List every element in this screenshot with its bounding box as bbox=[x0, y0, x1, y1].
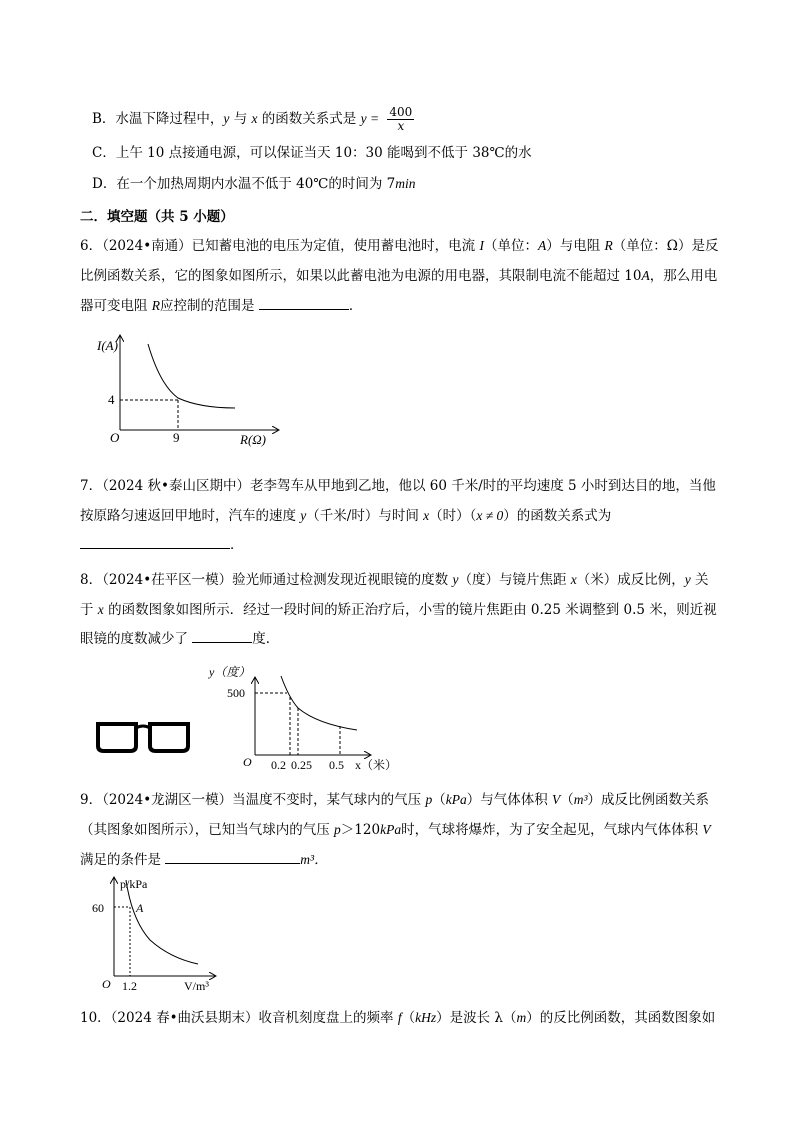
x-tick-label: 0.2 bbox=[271, 758, 286, 772]
q9-text: 9．（2024•龙湖区一模）当温度不变时，某气球内的气压 bbox=[80, 792, 426, 808]
answer-blank-q8[interactable] bbox=[192, 628, 252, 643]
var-p: p bbox=[425, 792, 433, 807]
option-d-text: D．在一个加热周期内水温不低于 40℃的时间为 7 bbox=[92, 176, 396, 192]
origin-label: O bbox=[110, 430, 120, 445]
condition: x ≠ 0 bbox=[476, 508, 504, 523]
unit-kpa: kPa bbox=[445, 792, 467, 807]
q9-text: （ bbox=[432, 792, 446, 808]
var-v: V bbox=[552, 792, 561, 807]
fraction-denominator: x bbox=[397, 119, 405, 133]
option-b-mid: 与 bbox=[229, 111, 252, 127]
q9-text: （ bbox=[560, 792, 574, 808]
var-y: y bbox=[300, 508, 307, 523]
x-tick-label: 0.25 bbox=[291, 758, 312, 772]
point-a-label: A bbox=[136, 901, 144, 915]
question-8 bbox=[80, 565, 720, 654]
answer-blank-q9[interactable] bbox=[165, 849, 300, 864]
unit-m3: m³ bbox=[573, 792, 588, 807]
var-r: R bbox=[604, 238, 613, 253]
q10-text: ）的反比例函数，其函数图象如 bbox=[526, 1010, 716, 1026]
origin-label: O bbox=[102, 977, 111, 991]
var-x: x bbox=[97, 602, 104, 617]
var-x: x bbox=[251, 111, 258, 126]
var-y: y bbox=[223, 111, 230, 126]
q6-text: ，那么用电器可变电阻 bbox=[80, 268, 718, 314]
q7-end: ． bbox=[230, 537, 244, 553]
q10-text: （ bbox=[401, 1010, 416, 1026]
hyperbola-curve bbox=[126, 880, 198, 964]
q10-text: ）是波长 λ（ bbox=[436, 1010, 517, 1026]
equation-lhs: y = bbox=[360, 111, 380, 126]
x-tick-label: 1.2 bbox=[122, 979, 137, 993]
q8-end: 度． bbox=[252, 631, 280, 647]
q6-text: ）与电阻 bbox=[546, 238, 605, 254]
unit-kpa: kPa bbox=[380, 822, 402, 837]
q6-text: （单位： bbox=[483, 238, 538, 254]
option-b bbox=[92, 106, 414, 133]
q9-text: 时，气球将爆炸，为了安全起见，气球内气体体积 bbox=[401, 822, 703, 838]
q6-end: ． bbox=[348, 298, 363, 314]
unit-m: m bbox=[516, 1010, 527, 1025]
option-c: C．上午 10 点接通电源，可以保证当天 10：30 能喝到不低于 38℃的水 bbox=[92, 145, 532, 161]
q8-text: 8．（2024•茌平区一模）验光师通过检测发现近视眼镜的度数 bbox=[80, 572, 453, 588]
y-tick-label: 500 bbox=[227, 686, 245, 700]
answer-blank-q7[interactable] bbox=[80, 534, 230, 549]
y-tick-label: 60 bbox=[92, 901, 104, 915]
x-tick-label: 9 bbox=[173, 430, 180, 445]
q8-text: 关于 bbox=[80, 572, 709, 618]
q8-text: （米）成反比例， bbox=[576, 572, 685, 588]
q10-text: 10．（2024 春•曲沃县期末）收音机刻度盘上的频率 bbox=[80, 1010, 398, 1026]
y-axis-label: y（度） bbox=[209, 665, 251, 679]
option-b-suffix: 的函数关系式是 bbox=[257, 111, 361, 127]
var-x: x bbox=[423, 508, 430, 523]
question-6 bbox=[80, 231, 720, 321]
var-v: V bbox=[702, 822, 711, 837]
var-y: y bbox=[684, 572, 691, 587]
unit-a: A bbox=[537, 238, 547, 253]
q9-end: m³． bbox=[300, 852, 328, 867]
q8-text: 的函数图象如图所示．经过一段时间的矫正治疗后，小雪的镜片焦距由 0.25 米调整到 0.5 米，则近视眼镜的度数减少了 bbox=[80, 602, 717, 647]
var-x: x bbox=[570, 572, 577, 587]
x-axis-label: R(Ω) bbox=[240, 432, 266, 447]
fraction-numerator: 400 bbox=[389, 105, 413, 119]
graph-q9 bbox=[90, 870, 230, 995]
var-y: y bbox=[452, 572, 459, 587]
graph-q8 bbox=[205, 660, 398, 775]
var-r: R bbox=[151, 298, 161, 313]
var-f: f bbox=[397, 1010, 402, 1025]
unit-a: A bbox=[641, 268, 650, 283]
q9-text: 满足的条件是 bbox=[80, 852, 161, 868]
option-b-prefix: B．水温下降过程中， bbox=[92, 111, 224, 127]
question-10 bbox=[80, 1003, 720, 1033]
option-d bbox=[92, 174, 416, 194]
y-tick-label: 4 bbox=[108, 392, 115, 407]
q7-text: （千米/时）与时间 bbox=[306, 508, 424, 524]
q7-text: ）的函数关系式为 bbox=[503, 508, 612, 524]
y-axis-label: I(A) bbox=[97, 338, 118, 353]
var-i: I bbox=[479, 238, 484, 253]
q6-text: 应控制的范围是 bbox=[160, 298, 255, 314]
fraction bbox=[387, 106, 414, 133]
q9-text: ）成反比例函数关系（其图象如图所示），已知当气球内的气压 bbox=[80, 792, 710, 838]
condition: ＞120 bbox=[340, 822, 381, 838]
x-axis-label: V/m³ bbox=[184, 979, 209, 993]
question-9 bbox=[80, 785, 720, 875]
q7-text: 7．（2024 秋•泰山区期中）老李驾车从甲地到乙地，他以 60 千米/时的平均速度 5 小时到达目的地，当他按原路匀速返回甲地时，汽车的速度 bbox=[80, 478, 716, 524]
x-tick-label: 0.5 bbox=[329, 758, 344, 772]
q8-text: （度）与镜片焦距 bbox=[458, 572, 571, 588]
y-axis-label: p/kPa bbox=[120, 877, 148, 891]
answer-blank-q6[interactable] bbox=[259, 295, 349, 310]
q6-text: （单位：Ω）是反比例函数关系，它的图象如图所示，如果以此蓄电池为电源的用电器，其限制电流不能超过 10 bbox=[80, 238, 719, 284]
option-d-unit: min bbox=[395, 176, 416, 191]
question-7 bbox=[80, 472, 720, 560]
q7-text: （时）（ bbox=[429, 508, 477, 524]
eyeglasses-icon bbox=[96, 718, 190, 754]
q6-text: 6．（2024•南通）已知蓄电池的电压为定值，使用蓄电池时，电流 bbox=[80, 238, 480, 254]
origin-label: O bbox=[243, 755, 252, 769]
q9-text: ）与气体体积 bbox=[466, 792, 552, 808]
var-p: p bbox=[334, 822, 341, 837]
unit-khz: kHz bbox=[415, 1010, 437, 1025]
hyperbola-curve bbox=[148, 344, 235, 408]
section-title: 二．填空题（共 5 小题） bbox=[80, 209, 234, 225]
graph-q6 bbox=[90, 330, 290, 455]
x-axis-label: x（米） bbox=[355, 758, 398, 772]
hyperbola-curve bbox=[281, 676, 357, 730]
